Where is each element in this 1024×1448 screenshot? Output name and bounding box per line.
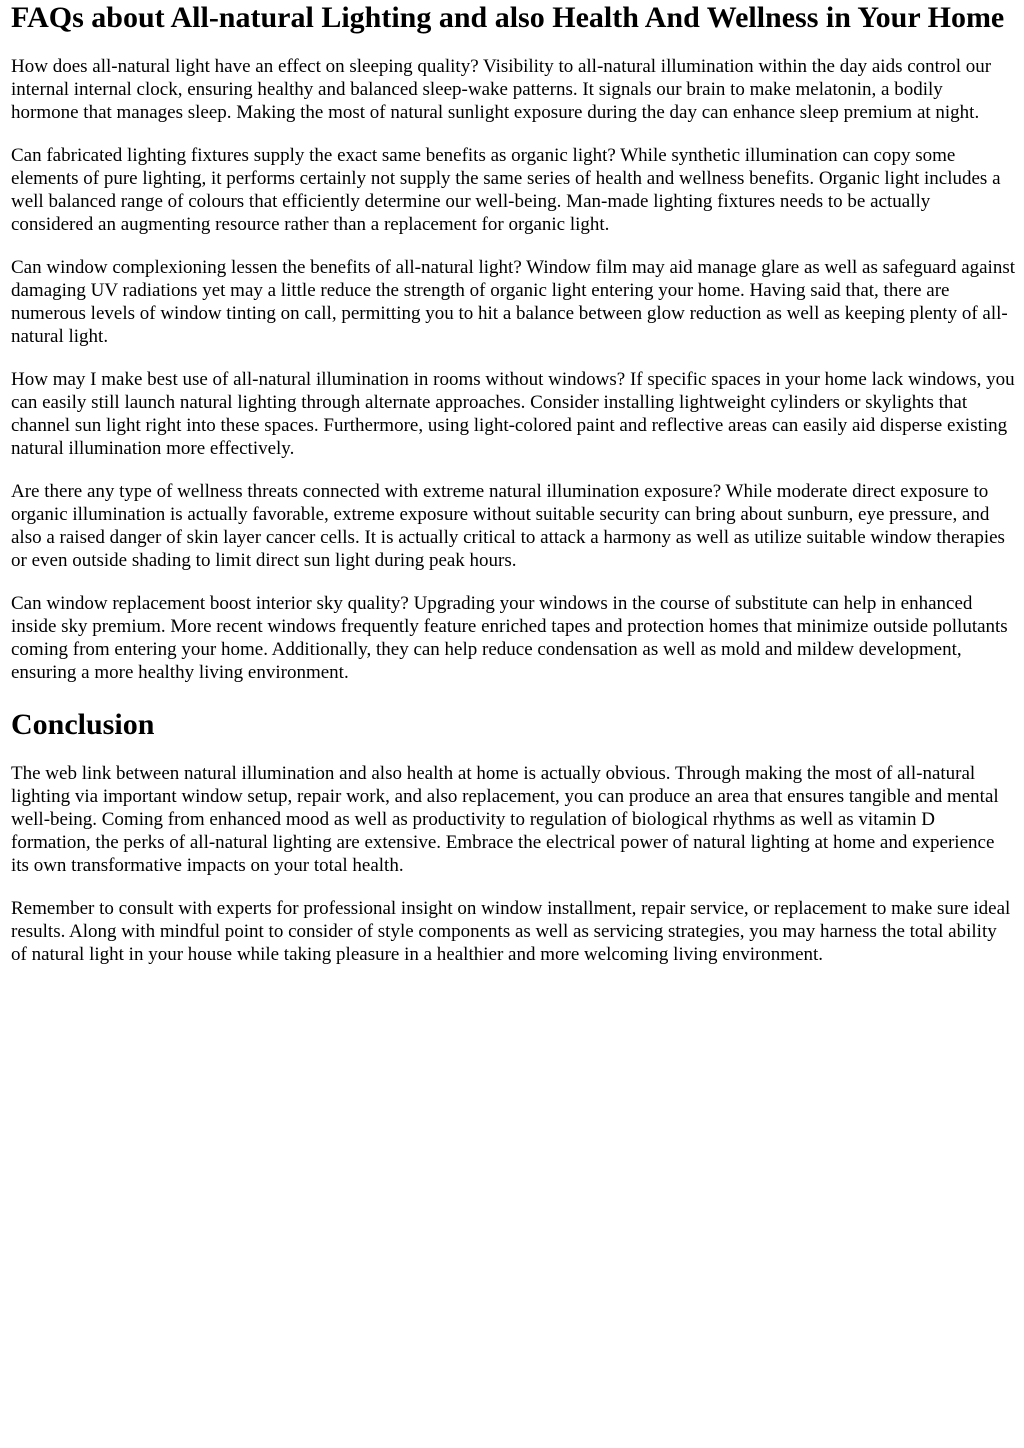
faq-paragraph-artificial-lighting: Can fabricated lighting fixtures supply the exact same benefits as organic light? While synthetic illumination can copy some elements of pure lighting, it performs certainly not supply the same series of health and wellness benefits. Organic light includes a well balanced range of colours that efficiently determine our well-being. Man-made lighting fixtures needs to be actually considered an augmenting resource rather than a replacement for organic light. <box>11 145 1001 235</box>
article-title: FAQs about All-natural Lighting and also Health And Wellness in Your Home <box>11 1 1005 34</box>
conclusion-paragraph-advice: Remember to consult with experts for professional insight on window installment, repair service, or replacement to make sure ideal results. Along with mindful point to consider of style components as well as servicing strategies, you may harness the total ability of natural light in your house while taking pleasure in a healthier and more welcoming living environment. <box>11 898 1011 965</box>
faq-paragraph-window-tinting: Can window complexioning lessen the benefits of all-natural light? Window film may aid manage glare as well as safeguard against damaging UV radiations yet may a little reduce the strength of organic light entering your home. Having said that, there are numerous levels of window tinting on call, permitting you to hit a balance between glow reduction as well as keeping plenty of all-natural light. <box>11 257 1016 347</box>
conclusion-paragraph-summary: The web link between natural illumination and also health at home is actually obvious. Through making the most of all-natural lighting via important window setup, repair work, and also replacement, you can produce an area that ensures tangible and mental well-being. Coming from enhanced mood as well as productivity to regulation of biological rhythms as well as vitamin D formation, the perks of all-natural lighting are extensive. Embrace the electrical power of natural lighting at home and experience its own transformative impacts on your total health. <box>11 763 999 876</box>
faq-paragraph-sleep-quality: How does all-natural light have an effect on sleeping quality? Visibility to all-natural illumination within the day aids control our internal internal clock, ensuring healthy and balanced sleep-wake patterns. It signals our brain to make melatonin, a bodily hormone that manages sleep. Making the most of natural sunlight exposure during the day can enhance sleep premium at night. <box>11 56 992 123</box>
faq-paragraph-rooms-without-windows: How may I make best use of all-natural illumination in rooms without windows? If specific spaces in your home lack windows, you can easily still launch natural lighting through alternate approaches. Consider installing lightweight cylinders or skylights that channel sun light right into these spaces. Furthermore, using light-colored paint and reflective areas can easily aid disperse existing natural illumination more effectively. <box>11 369 1015 459</box>
conclusion-heading: Conclusion <box>11 708 155 741</box>
faq-paragraph-indoor-air-quality: Can window replacement boost interior sky quality? Upgrading your windows in the course of substitute can help in enhanced inside sky premium. More recent windows frequently feature enriched tapes and protection homes that minimize outside pollutants coming from entering your home. Additionally, they can help reduce condensation as well as mold and mildew development, ensuring a more healthy living environment. <box>11 593 1008 683</box>
faq-paragraph-health-risks: Are there any type of wellness threats connected with extreme natural illumination exposure? While moderate direct exposure to organic illumination is actually favorable, extreme exposure without suitable security can bring about sunburn, eye pressure, and also a raised danger of skin layer cancer cells. It is actually critical to attack a harmony as well as utilize suitable window therapies or even outside shading to limit direct sun light during peak hours. <box>11 481 1005 571</box>
